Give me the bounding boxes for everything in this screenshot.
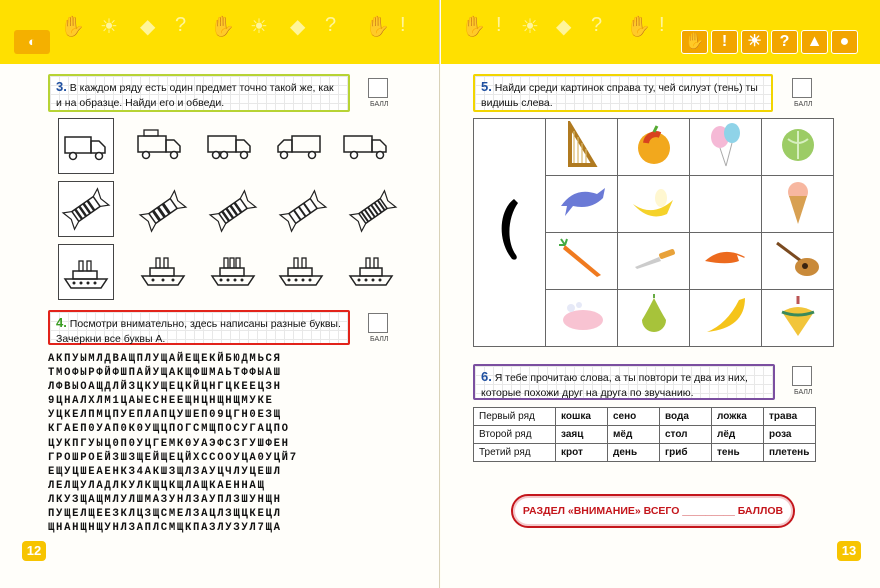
task5-text: Найди среди картинок справа ту, чей силуэт (тень) ты видишь слева. xyxy=(481,82,758,109)
letter-row[interactable]: АКПУЫМЛДВАЩПЛУЩАЙЕЩЕКЙБЮДМЬСЯ xyxy=(48,353,282,365)
exclamation-icon: ! xyxy=(496,14,502,36)
sun-icon: ☀ xyxy=(521,16,539,38)
table-row xyxy=(474,426,816,444)
cap-category-icon: ▲ xyxy=(801,30,828,54)
picture-apple[interactable] xyxy=(618,119,690,176)
question-icon: ? xyxy=(591,14,603,36)
peeled-banana-icon xyxy=(629,182,679,222)
header-banner xyxy=(0,0,439,64)
exclamation-category-icon: ! xyxy=(711,30,738,54)
right-page xyxy=(441,0,880,588)
word-cell[interactable]: вода xyxy=(660,408,712,426)
word-cell[interactable]: кошка xyxy=(556,408,608,426)
word-cell[interactable]: ложка xyxy=(712,408,764,426)
word-cell[interactable]: крот xyxy=(556,444,608,462)
harp-icon xyxy=(562,121,602,169)
ice-cream-icon xyxy=(778,178,818,226)
cabbage-icon xyxy=(776,123,820,167)
cap-icon: ◆ xyxy=(290,16,306,38)
question-category-icon: ? xyxy=(771,30,798,54)
letter-row[interactable]: ЛЕЛЩУЛАДЛКУЛКЩЦКЩЛАЩКАЕННАЩ xyxy=(48,479,266,492)
truck-option-4[interactable] xyxy=(340,126,392,173)
spinning-top-icon xyxy=(776,292,820,340)
silhouette-cell xyxy=(474,119,546,347)
knife-icon xyxy=(629,239,679,279)
truck-option-3[interactable] xyxy=(272,126,324,173)
word-cell[interactable]: гриб xyxy=(660,444,712,462)
pear-icon xyxy=(634,292,674,340)
row-label: Первый ряд xyxy=(474,408,556,426)
task4-number: 4. xyxy=(56,315,67,330)
truck-option-2[interactable] xyxy=(204,126,256,173)
task6-score-label: БАЛЛ xyxy=(794,389,813,396)
task3-score-label: БАЛЛ xyxy=(370,101,389,108)
guitar-icon xyxy=(773,237,823,281)
ship-option-1[interactable] xyxy=(136,246,190,301)
letter-row[interactable]: ЕЩУЦШЕАЕНКЗ4АКШЗЩЛЗАУЦЧЛУЦЕШЛ xyxy=(48,465,282,478)
word-cell[interactable]: день xyxy=(608,444,660,462)
hand-icon: ✋ xyxy=(60,16,85,38)
section-total: РАЗДЕЛ «ВНИМАНИЕ» ВСЕГО _________ БАЛЛОВ xyxy=(511,494,795,528)
picture-harp[interactable] xyxy=(546,119,618,176)
letter-row[interactable]: ЛФВЫОАЩДЛЙЗЦКУЩЕЦКЙЦНГЦКЕЕЦЗН xyxy=(48,381,282,394)
word-cell[interactable]: мёд xyxy=(608,426,660,444)
question-icon: ? xyxy=(325,14,337,36)
sun-category-icon: ☀ xyxy=(741,30,768,54)
task5-score-box[interactable] xyxy=(792,78,812,98)
task4-box xyxy=(48,310,350,345)
ship-option-3[interactable] xyxy=(274,246,328,301)
table-row xyxy=(474,408,816,426)
letter-row[interactable]: ПУЩЕЛЩЕЕЗКЛЦЗЩСМЕЛЗАЦЛЗЩЦКЕЦЛ xyxy=(48,508,282,521)
letter-row[interactable]: ГРОШРОЕЙЗШЗЩЕЙЩЕЦЙХССООУЦА0УЦЙ7 xyxy=(48,451,298,464)
task6-text: Я тебе прочитаю слова, а ты повтори те два из них, которые похожи друг на друга по звучанию. xyxy=(481,372,748,399)
banana-silhouette-icon xyxy=(490,195,530,265)
word-cell[interactable]: сено xyxy=(608,408,660,426)
word-table xyxy=(473,407,816,462)
page-number-right: 13 xyxy=(837,541,861,561)
cap-icon: ◆ xyxy=(140,16,156,38)
word-cell[interactable]: роза xyxy=(764,426,816,444)
letter-row[interactable]: ЛКУЗЩАЩМЛУЛШМАЗУНЛЗАУПЛЗШУНЩН xyxy=(48,493,282,506)
exclamation-icon: ! xyxy=(400,14,406,36)
picture-soap[interactable] xyxy=(546,290,618,347)
letter-row[interactable]: КГАЕП0УАП0К0УЩЦПОГСМЩПОСУГАЦПО xyxy=(48,423,290,436)
picture-knife[interactable] xyxy=(618,233,690,290)
candy-option-1[interactable] xyxy=(136,184,190,243)
exclamation-icon: ! xyxy=(659,14,665,36)
publisher-logo: ◐ xyxy=(14,30,50,54)
page-number-left: 12 xyxy=(22,541,46,561)
row-label: Третий ряд xyxy=(474,444,556,462)
sample-candy xyxy=(58,181,114,237)
dolphin-icon xyxy=(557,182,607,222)
picture-carrot[interactable] xyxy=(546,233,618,290)
fox-tail-icon xyxy=(701,239,751,279)
sun-icon: ☀ xyxy=(250,16,268,38)
picture-banana[interactable] xyxy=(690,290,762,347)
sample-ship xyxy=(58,244,114,300)
task4-score-label: БАЛЛ xyxy=(370,336,389,343)
picture-peeled-banana[interactable] xyxy=(618,176,690,233)
task4-score-box[interactable] xyxy=(368,313,388,333)
ship-option-2[interactable] xyxy=(206,246,260,301)
task3-box xyxy=(48,74,350,112)
word-cell[interactable]: плетень xyxy=(764,444,816,462)
candy-option-3[interactable] xyxy=(276,184,330,243)
hand-icon: ✋ xyxy=(210,16,235,38)
task5-box xyxy=(473,74,773,112)
picture-ice-cream[interactable] xyxy=(762,176,834,233)
hand-category-icon: ✋ xyxy=(681,30,708,54)
soap-icon xyxy=(557,296,607,336)
apple-icon xyxy=(632,123,676,167)
row-label: Второй ряд xyxy=(474,426,556,444)
picture-moon[interactable] xyxy=(690,176,762,233)
sample-truck xyxy=(58,118,114,174)
truck-option-1[interactable] xyxy=(134,126,186,173)
hand-icon: ✋ xyxy=(365,16,390,38)
hand-icon: ✋ xyxy=(626,16,651,38)
task5-score-label: БАЛЛ xyxy=(794,101,813,108)
picture-balloons[interactable] xyxy=(690,119,762,176)
letter-row[interactable]: ЦУКПГУЫЦ0П0УЦГЕМК0УАЭФСЗГУШФЕН xyxy=(48,437,290,450)
person-category-icon: ● xyxy=(831,30,858,54)
task6-number: 6. xyxy=(481,369,492,384)
carrot-icon xyxy=(557,237,607,281)
letter-grid[interactable] xyxy=(48,352,414,535)
picture-guitar[interactable] xyxy=(762,233,834,290)
picture-spinning-top[interactable] xyxy=(762,290,834,347)
picture-pear[interactable] xyxy=(618,290,690,347)
letter-row[interactable]: УЦКЕЛПМЦПУЕПЛАПЦУШЕП09ЦГН0ЕЗЩ xyxy=(48,409,282,422)
letter-row[interactable]: ЩНАНЩНЩУНЛЗАПЛСМЩКПАЗЛУЗУЛ7ЩА xyxy=(48,522,282,535)
picture-grid xyxy=(473,118,834,347)
question-icon: ? xyxy=(175,14,187,36)
picture-dolphin[interactable] xyxy=(546,176,618,233)
task3-score-box[interactable] xyxy=(368,78,388,98)
task6-score-box[interactable] xyxy=(792,366,812,386)
sun-icon: ☀ xyxy=(100,16,118,38)
word-cell[interactable]: лёд xyxy=(712,426,764,444)
table-row xyxy=(474,444,816,462)
candy-option-2[interactable] xyxy=(206,184,260,243)
letter-row[interactable]: ТМОФЫРФЙФШПАЙУЩАКЩФШМАЬТФФЫАШ xyxy=(48,367,282,380)
hand-icon: ✋ xyxy=(461,16,486,38)
letter-row[interactable]: 9ЦНАЛХЛМ1ЦАЫЕСНЕЕЩНЦНЩНЩМУКЕ xyxy=(48,395,274,408)
task6-box xyxy=(473,364,775,400)
picture-fox-tail[interactable] xyxy=(690,233,762,290)
task3-number: 3. xyxy=(56,79,67,94)
ship-option-4[interactable] xyxy=(344,246,398,301)
task4-text: Посмотри внимательно, здесь написаны разные буквы. Зачеркни все буквы А. xyxy=(56,318,341,345)
cap-icon: ◆ xyxy=(556,16,572,38)
picture-cabbage[interactable] xyxy=(762,119,834,176)
crescent-moon-icon xyxy=(704,180,748,224)
word-cell[interactable]: тень xyxy=(712,444,764,462)
balloons-icon xyxy=(704,121,748,169)
candy-option-4[interactable] xyxy=(346,184,400,243)
banana-icon xyxy=(701,294,751,338)
word-cell[interactable]: стол xyxy=(660,426,712,444)
word-cell[interactable]: заяц xyxy=(556,426,608,444)
word-cell[interactable]: трава xyxy=(764,408,816,426)
task3-text: В каждом ряду есть один предмет точно такой же, как и на образце. Найди его и обведи. xyxy=(56,82,334,109)
task5-number: 5. xyxy=(481,79,492,94)
